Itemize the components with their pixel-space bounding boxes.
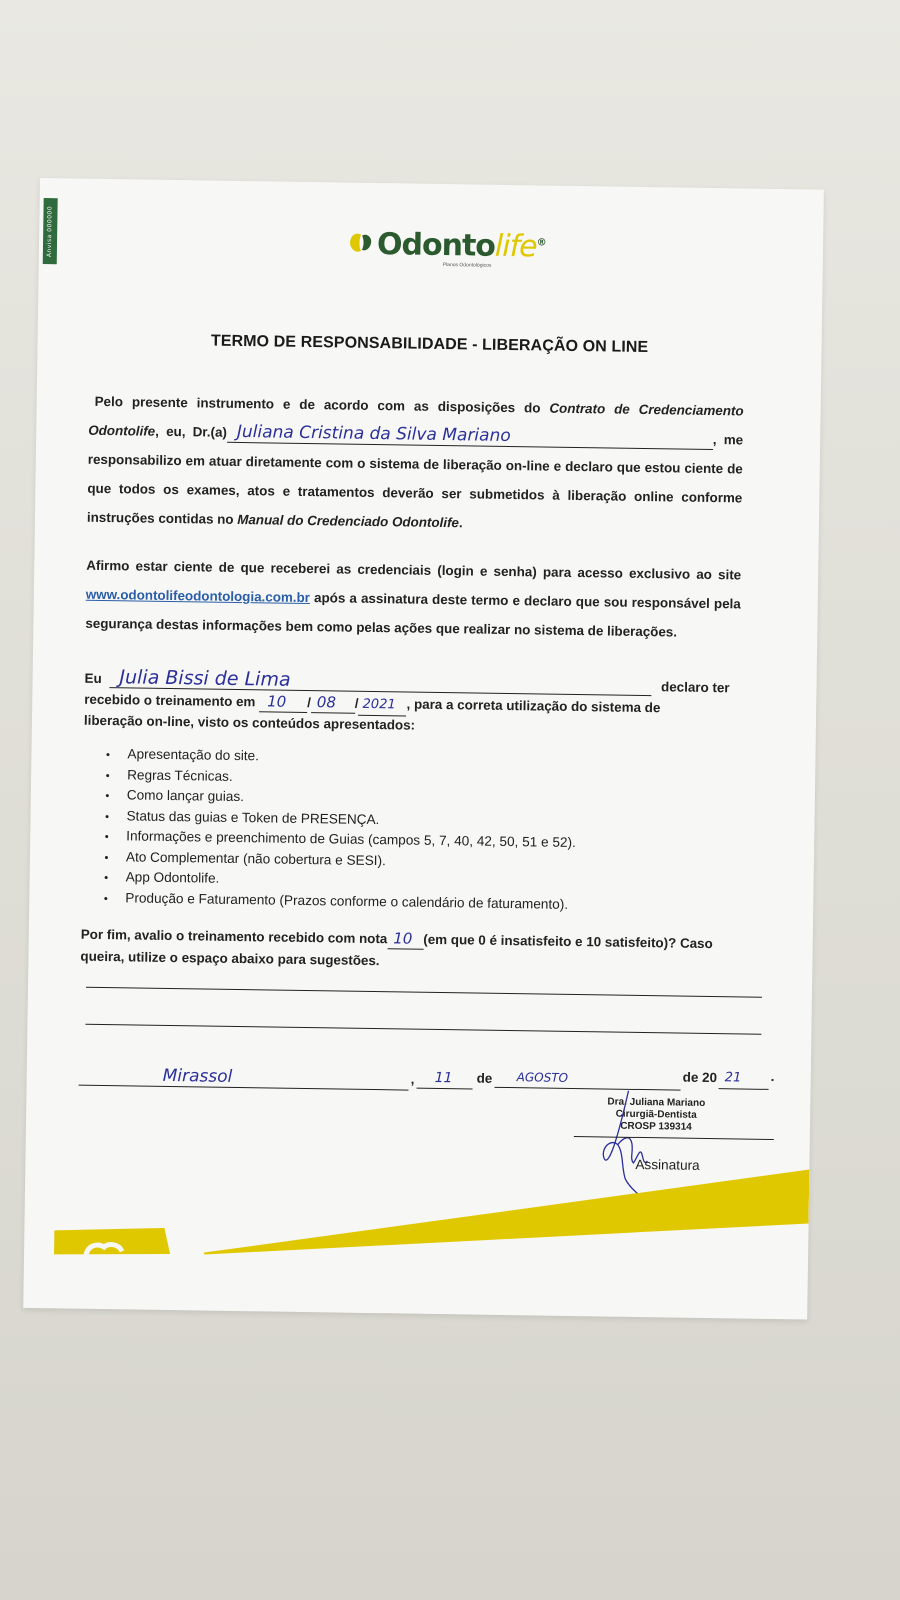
p1-contract-name: Contrato de Credenciamento Odontolife	[88, 400, 744, 439]
signature-day-field: 11	[417, 1068, 473, 1090]
suggestion-line-2	[85, 1024, 761, 1035]
odontolife-logo	[347, 223, 548, 272]
stamp-role: Cirurgiã-Dentista	[615, 1108, 697, 1121]
list-item: • Regras Técnicas.	[119, 765, 577, 792]
signature-month-field: AGOSTO	[495, 1067, 681, 1091]
date-comma: ,	[410, 1071, 415, 1087]
logo-registered-mark: ®	[536, 237, 546, 249]
p1-period: .	[458, 515, 463, 531]
training-month-field: 08	[311, 692, 355, 714]
logo-subtitle: Planos Odontológicos	[442, 261, 492, 269]
eu-label: Eu	[84, 670, 102, 686]
training-topics-list	[99, 744, 577, 915]
signature-label: Assinatura	[635, 1156, 700, 1173]
declaro-label: declaro ter	[661, 679, 730, 696]
tooth-leaf-icon	[347, 229, 375, 257]
training-year-field: 2021	[358, 695, 406, 717]
date-slash-1: /	[307, 695, 311, 711]
list-item: • Status das guias e Token de PRESENÇA.	[118, 806, 576, 833]
document-title: TERMO DE RESPONSABILIDADE - LIBERAÇÃO ON LINE	[210, 332, 649, 357]
evaluation-text-1: Por fim, avalio o treinamento recebido com nota	[80, 926, 388, 947]
contents-intro: liberação on-line, visto os conteúdos apresentados:	[83, 712, 416, 733]
paragraph-responsibility	[87, 387, 744, 542]
signature-year-field: 21	[719, 1068, 769, 1090]
website-link[interactable]: www.odontolifeodontologia.com.br	[85, 586, 311, 606]
stamp-cro: CROSP 139314	[620, 1120, 692, 1133]
document-sheet	[23, 178, 824, 1320]
p2-text-2: após a assinatura deste termo e declaro que sou responsável pela segurança destas informações bem como pelas ações que realizar no sistema de liberações.	[85, 590, 741, 640]
de-label-1: de	[476, 1070, 493, 1086]
yellow-footer-stripe	[23, 1158, 809, 1320]
dentist-name-field: Juliana Cristina da Silva Mariano	[227, 422, 713, 450]
p1-text-2: , eu, Dr.(a)	[155, 423, 228, 440]
suggestion-line-1	[86, 987, 762, 998]
recebido-label: recebido o treinamento em	[84, 691, 256, 710]
city-field: Mirassol	[79, 1065, 409, 1091]
training-day-field: 10	[259, 691, 307, 713]
after-date-text: , para a correta utilização do sistema de	[406, 696, 661, 716]
evaluation-text-3: queira, utilize o espaço abaixo para sugestões.	[80, 948, 380, 969]
list-item: • Como lançar guias.	[119, 785, 577, 812]
logo-brand-a: Odonto	[376, 227, 496, 264]
date-slash-2: /	[354, 695, 359, 711]
list-item: • Apresentação do site.	[119, 744, 577, 771]
p2-text-1: Afirmo estar ciente de que receberei as credenciais (login e senha) para acesso exclusivo ao site	[86, 557, 742, 583]
evaluation-text-2: (em que 0 é insatisfeito e 10 satisfeito)? Caso	[423, 931, 713, 952]
side-code-label: Anvisa 000000	[43, 198, 58, 264]
attendee-name-field: Julia Bissi de Lima	[109, 667, 651, 696]
training-declaration	[84, 667, 740, 741]
list-item: • Ato Complementar (não cobertura e SESI).	[118, 847, 576, 874]
list-item: • Produção e Faturamento (Prazos conforme o calendário de faturamento).	[117, 888, 575, 915]
p1-text-4: me responsabilizo em atuar diretamente com o sistema de liberação on-line e declaro que estou ciente de que todos os exames, atos e tratamentos deverão ser submetidos à liberação online conforme instruções contidas no	[86, 432, 744, 527]
p1-comma: ,	[712, 432, 717, 448]
evaluation-paragraph	[80, 924, 761, 978]
evaluation-score-field: 10	[387, 928, 423, 950]
paragraph-credentials	[85, 551, 741, 648]
p1-text-1: Pelo presente instrumento e de acordo com as disposições do	[94, 393, 550, 416]
list-item: • Informações e preenchimento de Guias (campos 5, 7, 40, 42, 50, 51 e 52).	[118, 826, 576, 853]
logo-wordmark	[377, 227, 546, 264]
stamp-name: Dra. Juliana Mariano	[607, 1096, 706, 1109]
de-label-2: de 20	[682, 1069, 718, 1086]
list-item: • App Odontolife.	[117, 867, 575, 894]
p1-manual-name: Manual do Credenciado Odontolife	[237, 511, 460, 531]
logo-brand-b: life	[494, 228, 537, 265]
date-period: .	[770, 1068, 775, 1084]
